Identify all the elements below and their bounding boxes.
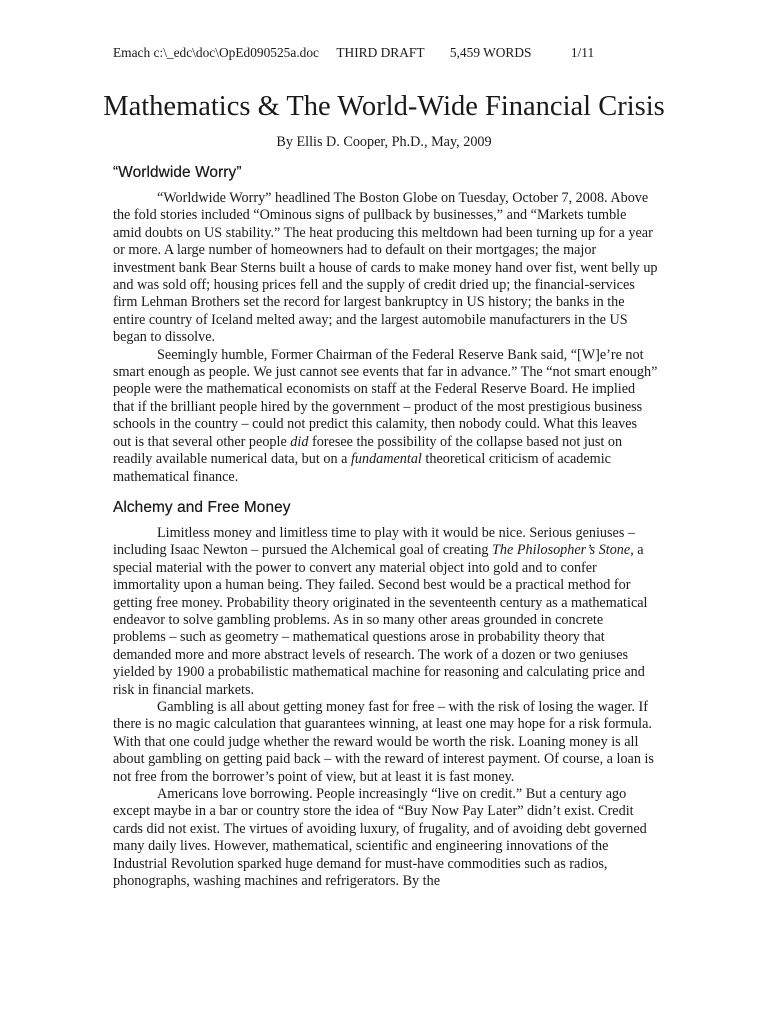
text-run: Seemingly humble, Former Chairman of the Federal Reserve Bank said, “[W]e’re not smart enough as people. We just cannot see events that far in advance.” The “not smart enough” people were the mathematical economists on staff at the Federal Reserve Board. He implied that if the brilliant people hired by the government – product of the most prestigious business schools in the country – could not predict this calamity, then nobody could. What this leaves out is that several other people [113,346,658,450]
section-heading-worldwide-worry: “Worldwide Worry” [113,164,242,181]
italic-text-run: The Philosopher’s Stone [492,542,631,559]
body-paragraph [113,525,658,699]
header-page-number: 1/11 [570,45,595,60]
document-body [113,162,658,890]
section-heading-alchemy: Alchemy and Free Money [113,498,291,516]
header-file-path: Emach c:\_edc\doc\OpEd090525a.doc [113,45,319,60]
italic-text-run: did [290,433,309,450]
body-paragraph [113,786,658,890]
header-word-count: 5,459 WORDS [449,45,532,60]
text-run: Americans love borrowing. People increasingly “live on credit.” But a century ago except maybe in a bar or country store the idea of “Buy Now Pay Later” didn’t exist. Credit cards did not exist. The virtues of avoiding luxury, of frugality, and of avoiding debt governed many daily lives. However, mathematical, scientific and engineering innovations of the Industrial Revolution sparked huge demand for must-have commodities such as radios, phonographs, washing machines and refrigerators. By the [113,786,647,890]
body-paragraph [113,190,658,347]
document-title: Mathematics & The World-Wide Financial Crisis [103,91,665,122]
text-run: “Worldwide Worry” headlined The Boston Globe on Tuesday, October 7, 2008. Above the fold stories included “Ominous signs of pullback by businesses,” and “Markets tumble amid doubts on US stability.” The heat producing this meltdown had been turning up for a year or more. A large number of homeowners had to default on their mortgages; the major investment bank Bear Sterns built a house of cards to make money hand over fist, went belly up and was sold off; housing prices fell and the supply of credit dried up; the financial-services firm Lehman Brothers set the record for largest bankruptcy in US history; the banks in the entire country of Iceland melted away; and the largest automobile manufacturers in the US began to dissolve. [113,190,658,346]
header-draft-label: THIRD DRAFT [336,45,425,60]
running-header [113,44,673,62]
text-run: Limitless money and limitless time to play with it would be nice. Serious geniuses – including Isaac Newton – pursued the Alchemical goal of creating [113,524,635,559]
italic-text-run: fundamental [350,451,422,468]
text-run: , a special material with the power to convert any material object into gold and to confer immortality upon a human being. They failed. Second best would be a practical method for getting free money. Probability theory originated in the seventeenth century as a mathematical endeavor to solve gambling problems. As in so many other areas grounded in concrete problems – such as geometry – mathematical questions arose in probability theory that demanded more and more abstract levels of research. The work of a dozen or two geniuses yielded by 1900 a probabilistic mathematical machine for reasoning and calculating price and risk in financial markets. [113,542,648,698]
document-byline: By Ellis D. Cooper, Ph.D., May, 2009 [276,134,492,150]
text-run: Gambling is all about getting money fast for free – with the risk of losing the wager. If there is no magic calculation that guarantees winning, at least one may hope for a risk formula. With that one could judge whether the reward would be worth the risk. Loaning money is all about gambling on getting paid back – with the reward of interest payment. Of course, a loan is not free from the borrower’s point of view, but at least it is fast money. [113,698,654,785]
body-paragraph [113,347,658,486]
text-run: theoretical criticism of academic mathematical finance. [113,451,611,485]
body-paragraph [113,699,658,786]
text-run: foresee the possibility of the collapse based not just on readily available numerical data, but on a [113,433,623,468]
